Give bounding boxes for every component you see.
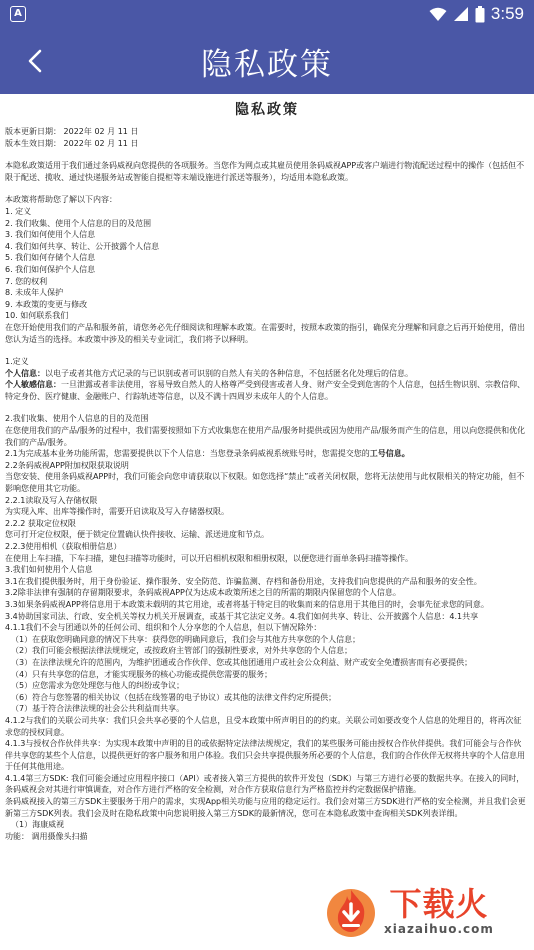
policy-paragraph: 10. 如何联系我们 — [5, 311, 69, 321]
policy-paragraph: （7）基于符合法律法规的社会公共利益而共享。 — [11, 704, 185, 714]
policy-paragraph: 2.2条码威视APP附加权限获取说明 — [5, 460, 129, 470]
policy-paragraph: 您可打开定位权限，便于锁定位置确认快件接收、运输、派送进度和节点。 — [5, 530, 269, 540]
policy-paragraph: 本政策将帮助您了解以下内容： — [5, 195, 117, 205]
document-body — [5, 126, 529, 842]
paragraph-gap — [5, 183, 529, 194]
emphasis-text: 工号信息。 — [369, 449, 410, 459]
paragraph-gap — [5, 345, 529, 356]
policy-paragraph: 2.2.3使用相机（获取相册信息） — [5, 542, 122, 551]
policy-paragraph: 4.1.3与授权合作伙伴共享：为实现本政策中声明的目的或依据特定法律法规规定，我们的某些服务可能由授权合作伙伴提供。我们可能会与合作伙伴共享您的某些个人信息，以提供更好的客户服务和用户体验。我们只会共享提供服务所必要的个人信息，我们的合作伙伴无权将共享的个人信息用于任何其他用途。 — [5, 739, 525, 772]
policy-paragraph: 条码威视接入的第三方SDK主要服务于用户的需求，实现App相关功能与应用的稳定运行。我们会对第三方SDK进行严格的安全检测，并且我们会更新第三方SDK列表。我们会及时在隐私政策中向您说明接入第三方SDK的最新情况，您可在本隐私政策中查询相关SDK列表详细。 — [5, 797, 526, 818]
term-label: 个人信息： — [5, 368, 45, 378]
page-title: 隐私政策 — [201, 46, 333, 83]
policy-paragraph: 功能： 调用摄像头扫描 — [5, 831, 88, 841]
policy-paragraph: 在您使用我们的产品/服务的过程中，我们需要按照如下方式收集您在使用产品/服务时提供或因为使用产品/服务而产生的信息，用以向您提供和优化我们的产品/服务。 — [5, 426, 526, 447]
status-indicators — [429, 4, 524, 24]
policy-paragraph: （2）我们可能会根据法律法规规定，或按政府主管部门的强制性要求，对外共享您的个人信息； — [11, 646, 353, 656]
cell-signal-icon — [453, 6, 469, 22]
policy-paragraph: 4. 我们如何共享、转让、公开披露个人信息 — [5, 241, 160, 251]
policy-paragraph: 2.2.2 获取定位权限 — [5, 518, 76, 528]
status-time: 3:59 — [490, 4, 524, 23]
policy-paragraph: 2.2.1读取及写入存储权限 — [5, 495, 98, 505]
watermark-url: xiazaihuo.com — [384, 922, 494, 936]
watermark-brand: 下载火 — [389, 885, 489, 923]
policy-paragraph: （1）在获取您明确同意的情况下共享：获得您的明确同意后，我们会与其他方共享您的个人信息； — [11, 634, 361, 644]
policy-paragraph: 1. 定义 — [5, 206, 32, 216]
policy-paragraph: 2. 我们收集、使用个人信息的目的及范围 — [5, 218, 152, 228]
policy-paragraph: 3.1在我们提供服务时，用于身份验证、操作服务、安全防范、诈骗监测、存档和备份用途，支持我们向您提供的产品和服务的安全性。 — [5, 576, 482, 586]
app-bar — [0, 28, 534, 94]
policy-paragraph: 3.3如果条码威视APP将信息用于本政策未载明的其它用途，或者将基于特定目的收集而来的信息用于其他目的时，会事先征求您的同意。 — [5, 599, 489, 609]
policy-paragraph: 1.定义 — [5, 357, 29, 367]
term-label: 个人敏感信息： — [5, 380, 61, 390]
policy-paragraph: 4.1.4第三方SDK: 我们可能会通过应用程序接口（API）或者接入第三方提供的软件开发包（SDK）与第三方进行必要的数据共享。在接入的同时，条码威视会对其进行审慎调查，对合作方进行严格的安全检测，对合作方获取信息行为严格监控并约定数据保护措施。 — [5, 773, 525, 795]
policy-paragraph: 在使用上车扫描，下车扫描，建包扫描等功能时，可以开启相机权限和相册权限，以便您进行面单条码扫描等操作。 — [5, 553, 413, 563]
policy-paragraph: （5）应您需求为您处理您与他人的纠纷或争议； — [11, 681, 185, 691]
policy-paragraph: 6. 我们如何保护个人信息 — [5, 264, 96, 274]
app-notification-icon: A — [10, 6, 26, 22]
policy-paragraph: （4）只有共享您的信息，才能实现服务的核心功能或提供您需要的服务； — [11, 669, 273, 679]
policy-paragraph: （1）海康威视 — [11, 820, 65, 830]
policy-paragraph: 7. 您的权利 — [5, 276, 48, 286]
policy-paragraph: 3.我们如何使用个人信息 — [5, 565, 93, 575]
policy-paragraph: 9. 本政策的变更与修改 — [5, 299, 88, 309]
policy-paragraph: 为实现入库、出库等操作时，需要开启读取及写入存储器权限。 — [5, 507, 229, 517]
policy-content[interactable] — [0, 94, 534, 950]
policy-paragraph: 本隐私政策适用于我们通过条码威视向您提供的各项服务。当您作为网点或其雇员使用条码威视APP或客户端进行物流配送过程中的操作（包括但不限于配送、揽收、通过快递服务站或智能自提柜等末端设施进行派送等服务），均适用本隐私政策。 — [5, 161, 525, 182]
policy-paragraph: 2.1为完成基本业务功能所需，您需要提供以下个人信息：当您登录条码威视系统账号时，您需提交您的工号信息。 — [5, 449, 410, 459]
paragraph-gap — [5, 149, 529, 160]
policy-paragraph: 3.2除非法律有强制的存留期限要求，条码威视APP仅为达成本政策所述之目的所需的期限内保留您的个人信息。 — [5, 588, 401, 598]
policy-paragraph: 3. 我们如何使用个人信息 — [5, 230, 96, 240]
policy-paragraph: 在您开始使用我们的产品和服务前，请您务必先仔细阅读和理解本政策。在需要时，按照本政策的指引，确保充分理解和同意之后再开始使用，借出您认为适当的选择。本政策中涉及的相关专业词汇，我们将予以释明。 — [5, 322, 525, 344]
policy-paragraph: 版本更新日期： 2022年 02 月 11 日 — [5, 127, 139, 136]
status-bar — [0, 0, 534, 28]
policy-paragraph: 当您安装、使用条码威视APP时，我们可能会向您申请获取以下权限。如您选择“禁止”或者关闭权限，您将无法使用与此权限相关的特定功能，但不影响您使用其它功能。 — [5, 472, 525, 494]
paragraph-gap — [5, 402, 529, 413]
chevron-left-icon — [27, 49, 43, 73]
policy-paragraph: 个人敏感信息：一旦泄露或者非法使用，容易导致自然人的人格尊严受到侵害或者人身、财产安全受到危害的个人信息，包括生物识别、宗教信仰、特定身份、医疗健康、金融账户、行踪轨迹等信息，以及不满十四周岁未成年人的个人信息。 — [5, 380, 525, 401]
policy-paragraph: 版本生效日期： 2022年 02 月 11 日 — [5, 138, 139, 148]
policy-paragraph: 4.1.1我们不会与团通以外的任何公司、组织和个人分享您的个人信息，但以下情况除外： — [5, 623, 322, 633]
battery-icon — [475, 6, 485, 23]
policy-paragraph: 8. 未成年人保护 — [5, 288, 64, 298]
policy-paragraph: （6）符合与您签署的相关协议（包括在线签署的电子协议）或其他的法律文件约定所提供； — [11, 692, 337, 702]
policy-paragraph: 2.我们收集、使用个人信息的目的及范围 — [5, 414, 149, 424]
policy-paragraph: 4.1.2与我们的关联公司共享：我们只会共享必要的个人信息，且受本政策中所声明目的的约束。关联公司如要改变个人信息的处理目的，将再次征求您的授权同意。 — [5, 715, 522, 737]
back-button[interactable] — [18, 44, 52, 78]
policy-paragraph: （3）在法律法规允许的范围内，为维护团通或合作伙伴、您或其他团通用户或社会公众利益、财产或安全免遭损害而有必要提供； — [11, 657, 473, 667]
wifi-icon — [429, 7, 447, 22]
policy-paragraph: 个人信息：以电子或者其他方式记录的与已识别或者可识别的自然人有关的各种信息，不包括匿名化处理后的信息。 — [5, 368, 413, 378]
policy-paragraph: 3.4协助国家司法、行政、安全机关等权力机关开展调查，或基于其它法定义务。4.我们如何共享、转让、公开披露个人信息：4.1共享 — [5, 611, 479, 621]
document-title: 隐私政策 — [235, 102, 299, 118]
policy-paragraph: 5. 我们如何存储个人信息 — [5, 253, 96, 263]
